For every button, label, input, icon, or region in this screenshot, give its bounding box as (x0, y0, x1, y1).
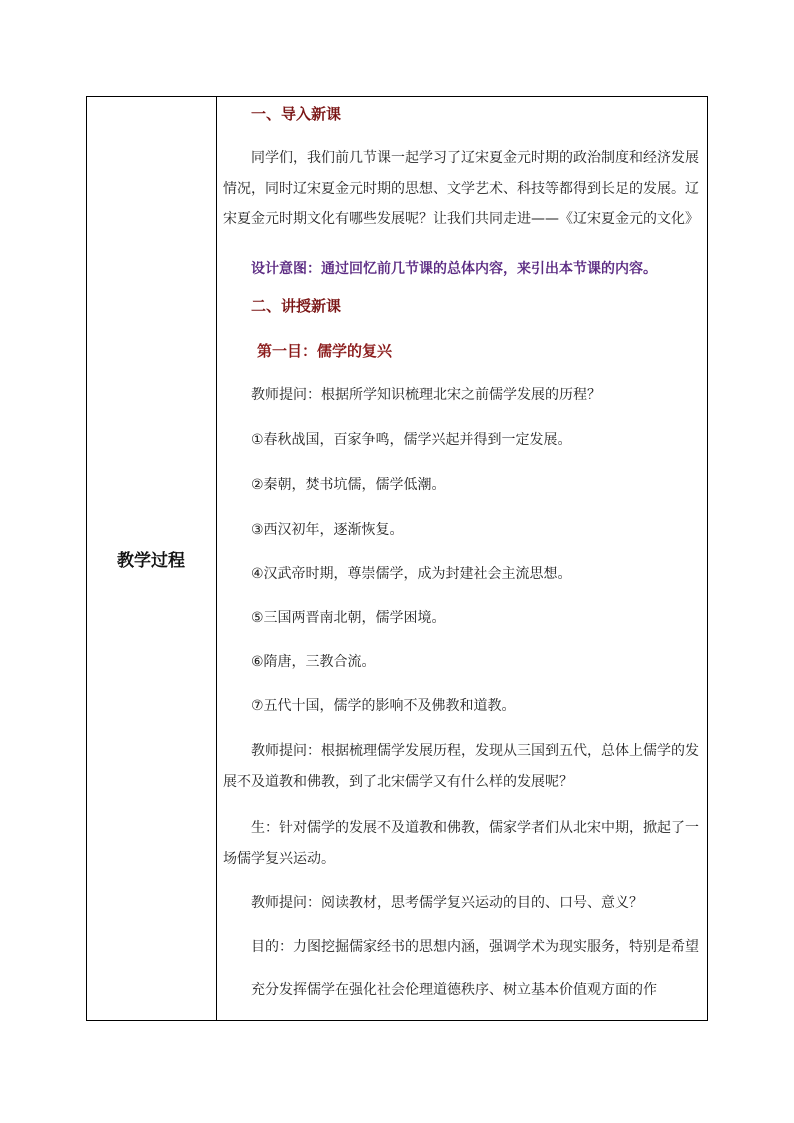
section2-title: 二、讲授新课 (251, 297, 342, 315)
purpose-line-1: 目的：力图挖掘儒家经书的思想内涵，强调学术为现实服务，特别是希望 (251, 939, 699, 955)
subsection-title: 第一目：儒学的复兴 (257, 342, 393, 360)
section1-title: 一、导入新课 (251, 105, 342, 123)
question-2-line-2: 展不及道教和佛教，到了北宋儒学又有什么样的发展呢？ (223, 774, 573, 790)
content-cell (223, 96, 703, 1021)
point-4: ④汉武帝时期，尊崇儒学，成为封建社会主流思想。 (251, 566, 572, 582)
intro-line-1: 同学们，我们前几节课一起学习了辽宋夏金元时期的政治制度和经济发展 (251, 150, 699, 166)
point-2: ②秦朝，焚书坑儒，儒学低潮。 (251, 477, 446, 493)
point-5: ⑤三国两晋南北朝，儒学困境。 (251, 610, 446, 626)
question-3: 教师提问：阅读教材，思考儒学复兴运动的目的、口号、意义？ (251, 895, 643, 911)
intro-line-3: 宋夏金元时期文化有哪些发展呢？让我们共同走进——《辽宋夏金元的文化》 (223, 211, 699, 227)
design-intent: 设计意图：通过回忆前几节课的总体内容，来引出本节课的内容。 (251, 261, 657, 277)
row-label-cell (86, 96, 216, 1021)
point-6: ⑥隋唐，三教合流。 (251, 654, 376, 670)
point-3: ③西汉初年，逐渐恢复。 (251, 522, 404, 538)
point-1: ①春秋战国，百家争鸣，儒学兴起并得到一定发展。 (251, 432, 572, 448)
question-1: 教师提问：根据所学知识梳理北宋之前儒学发展的历程？ (251, 387, 601, 403)
intro-line-2: 情况，同时辽宋夏金元时期的思想、文学艺术、科技等都得到长足的发展。辽 (223, 181, 699, 197)
question-2-line-1: 教师提问：根据梳理儒学发展历程，发现从三国到五代，总体上儒学的发 (251, 743, 699, 759)
student-answer-line-2: 场儒学复兴运动。 (223, 851, 335, 867)
student-answer-line-1: 生：针对儒学的发展不及道教和佛教，儒家学者们从北宋中期，掀起了一 (251, 820, 699, 836)
point-7: ⑦五代十国，儒学的影响不及佛教和道教。 (251, 698, 516, 714)
row-label: 教学过程 (117, 551, 185, 571)
purpose-line-2: 充分发挥儒学在强化社会伦理道德秩序、树立基本价值观方面的作 (251, 982, 657, 998)
column-divider (216, 96, 217, 1021)
